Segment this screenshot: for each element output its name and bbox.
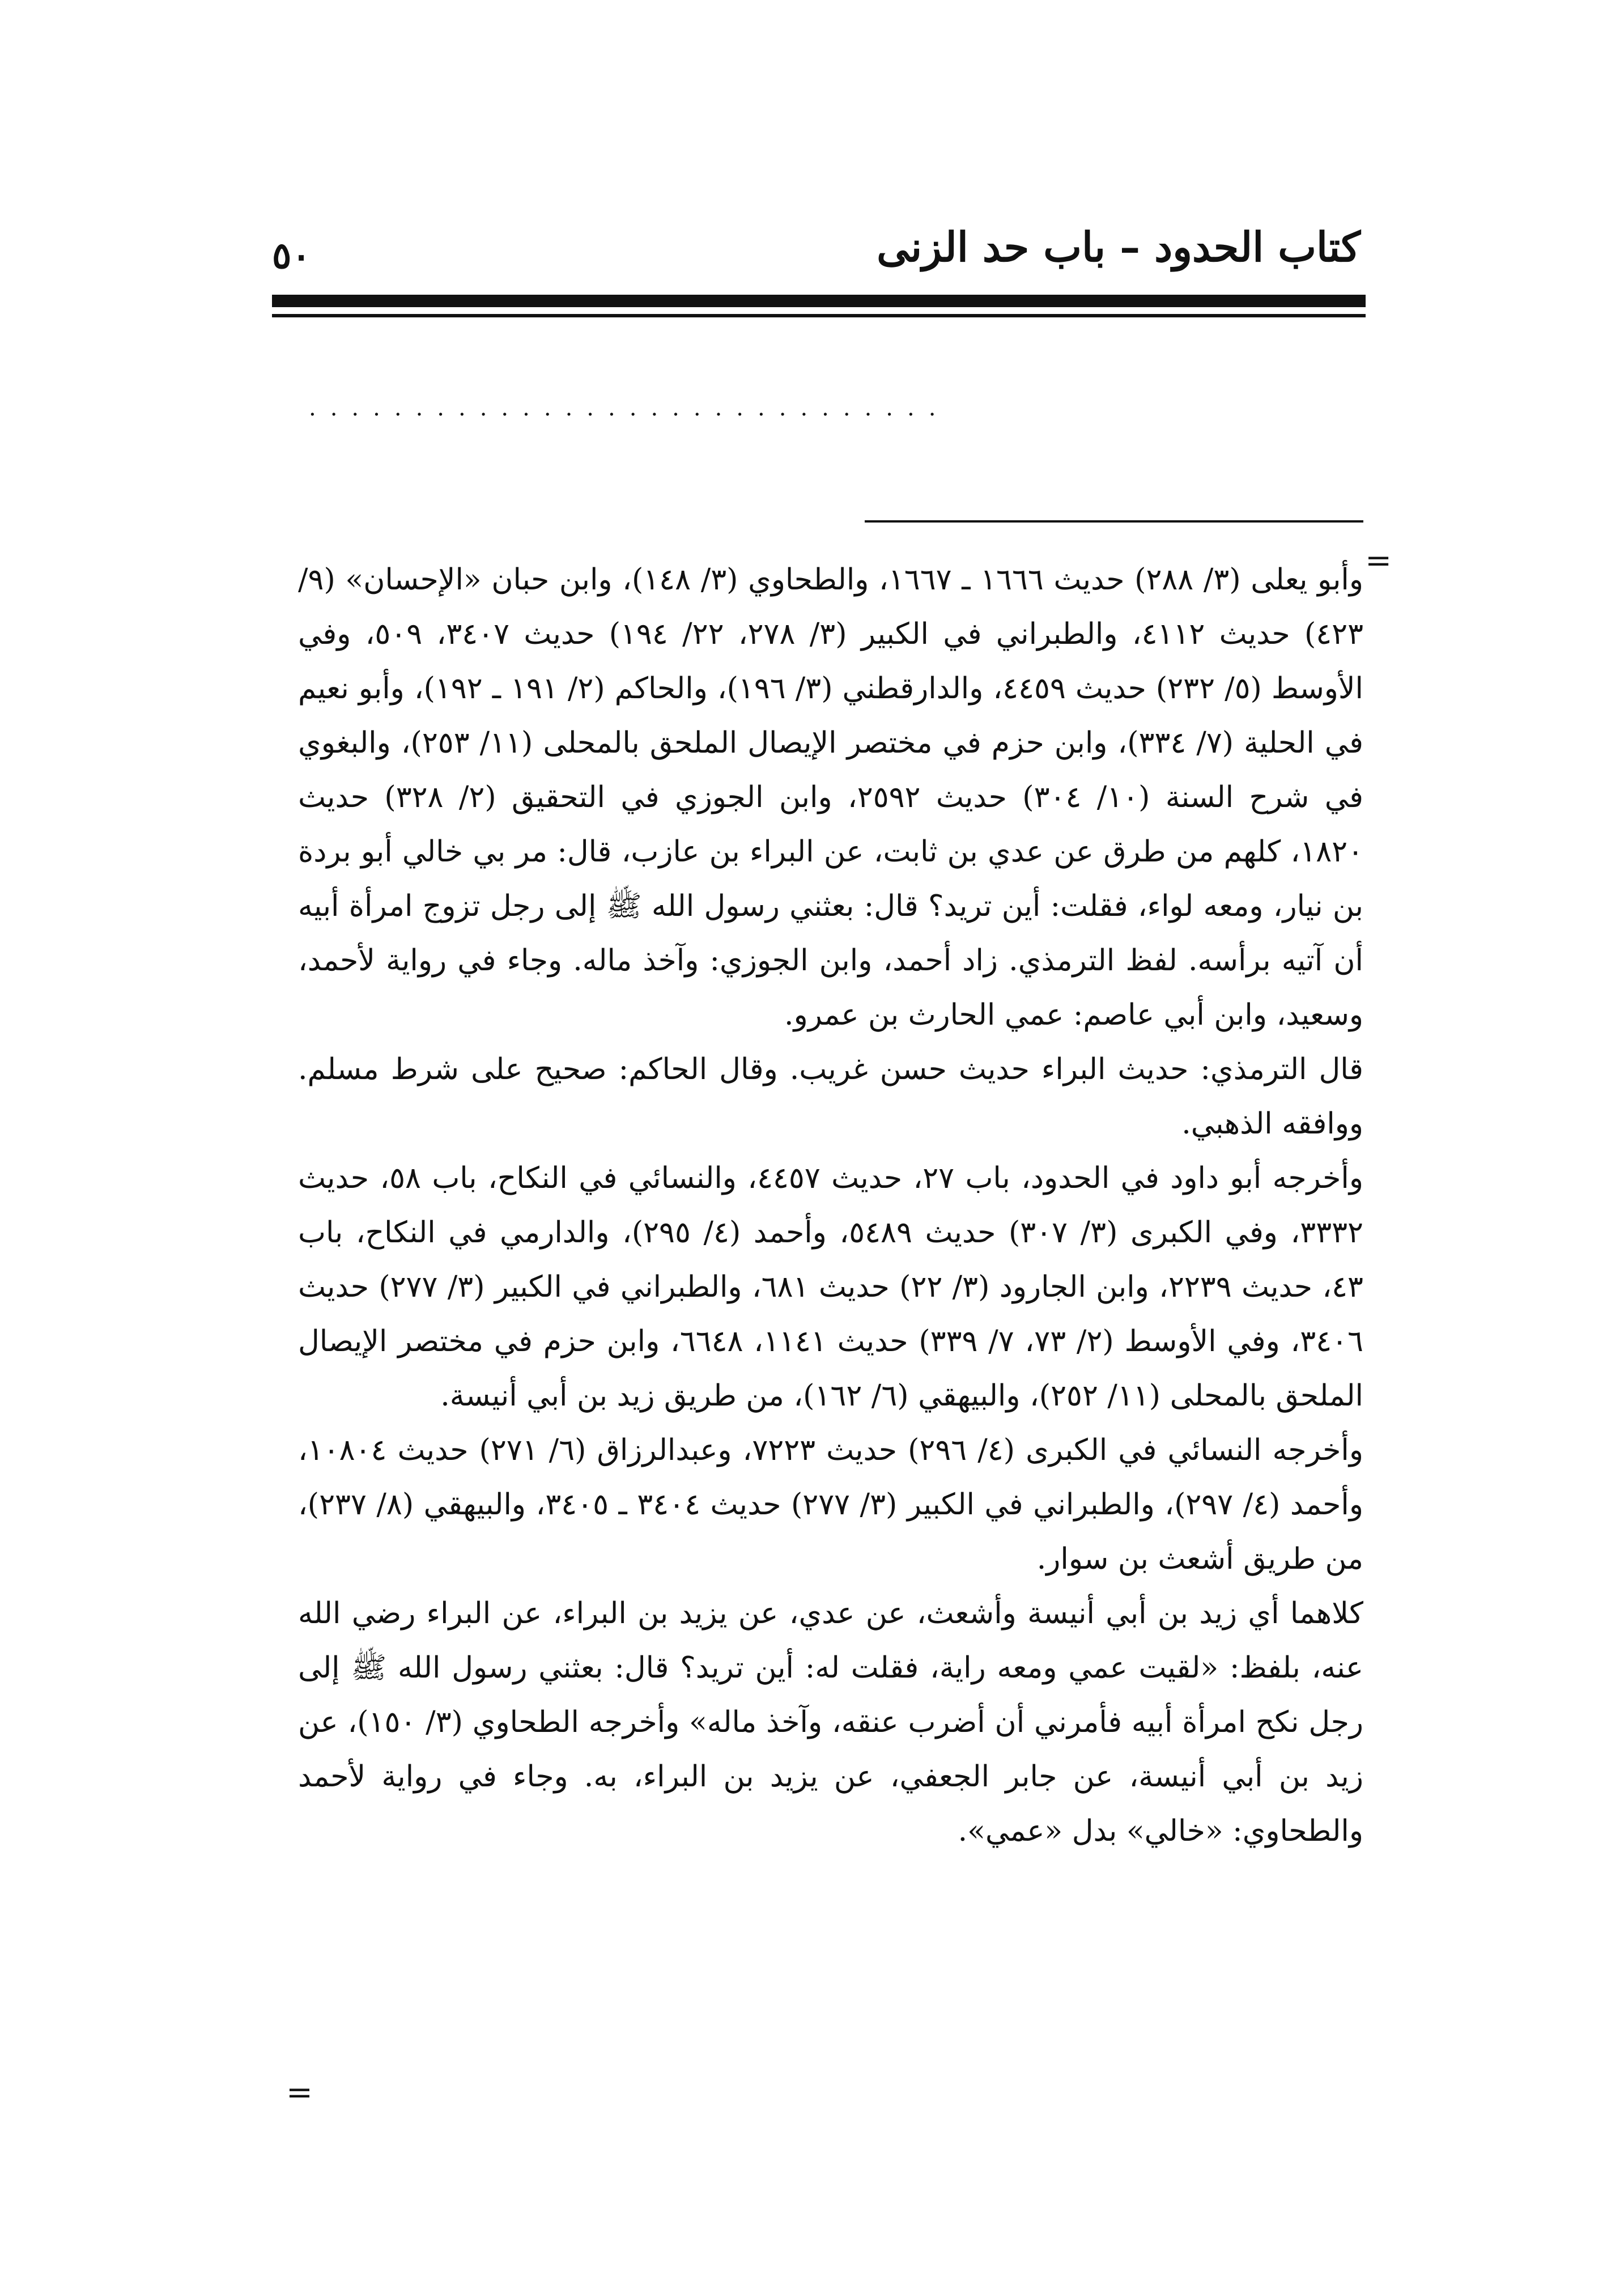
footnote-separator [865, 520, 1363, 523]
page-number: ٥٠ [272, 235, 311, 277]
footnote-continuation-mark-start: = [1365, 542, 1392, 579]
header-rule-thin [272, 314, 1366, 317]
running-title: كتاب الحدود – باب حد الزنى [877, 223, 1361, 271]
footnote-continuation-mark-end: = [286, 2074, 313, 2111]
footnote-paragraph: وأخرجه النسائي في الكبرى (٤/ ٢٩٦) حديث ٧٢٢٣، وعبدالرزاق (٦/ ٢٧١) حديث ١٠٨٠٤، وأحمد (٤/ ٢٩٧)، والطبراني في الكبير (٣/ ٢٧٧) حديث ٣٤٠٤ ـ ٣٤٠٥، والبيهقي (٨/ ٢٣٧)، من طريق أشعث بن سوار. [298, 1433, 1363, 1576]
footnote-body [298, 553, 1363, 2105]
footnote-paragraph: قال الترمذي: حديث البراء حديث حسن غريب. وقال الحاكم: صحيح على شرط مسلم. ووافقه الذهبي. [298, 1052, 1363, 1141]
footnote-paragraph: وأبو يعلى (٣/ ٢٨٨) حديث ١٦٦٦ ـ ١٦٦٧، والطحاوي (٣/ ١٤٨)، وابن حبان «الإحسان» (٩/ ٤٢٣) حديث ٤١١٢، والطبراني في الكبير (٣/ ٢٧٨، ٢٢/ ١٩٤) حديث ٣٤٠٧، ٥٠٩، وفي الأوسط (٥/ ٢٣٢) حديث ٤٤٥٩، والدارقطني (٣/ ١٩٦)، والحاكم (٢/ ١٩١ ـ ١٩٢)، وأبو نعيم في الحلية (٧/ ٣٣٤)، وابن حزم في مختصر الإيصال الملحق بالمحلى (١١/ ٢٥٣)، والبغوي في شرح السنة (١٠/ ٣٠٤) حديث ٢٥٩٢، وابن الجوزي في التحقيق (٢/ ٣٢٨) حديث ١٨٢٠، كلهم من طرق عن عدي بن ثابت، عن البراء بن عازب، قال: مر بي خالي أبو بردة بن نيار، ومعه لواء، فقلت: أين تريد؟ قال: بعثني رسول الله ﷺ إلى رجل تزوج امرأة أبيه أن آتيه برأسه. لفظ الترمذي. زاد أحمد، وابن الجوزي: وآخذ ماله. وجاء في رواية لأحمد، وسعيد، وابن أبي عاصم: عمي الحارث بن عمرو. [298, 563, 1363, 1032]
main-text-ellipsis: .............................. [309, 397, 950, 419]
header-rule-thick [272, 295, 1366, 307]
footnote-paragraph: كلاهما أي زيد بن أبي أنيسة وأشعث، عن عدي، عن يزيد بن البراء، عن البراء رضي الله عنه، بلفظ: «لقيت عمي ومعه راية، فقلت له: أين تريد؟ قال: بعثني رسول الله ﷺ إلى رجل نكح امرأة أبيه فأمرني أن أضرب عنقه، وآخذ ماله» وأخرجه الطحاوي (٣/ ١٥٠)، عن زيد بن أبي أنيسة، عن جابر الجعفي، عن يزيد بن البراء، به. وجاء في رواية لأحمد والطحاوي: «خالي» بدل «عمي». [298, 1596, 1363, 1848]
footnote-paragraph: وأخرجه أبو داود في الحدود، باب ٢٧، حديث ٤٤٥٧، والنسائي في النكاح، باب ٥٨، حديث ٣٣٣٢، وفي الكبرى (٣/ ٣٠٧) حديث ٥٤٨٩، وأحمد (٤/ ٢٩٥)، والدارمي في النكاح، باب ٤٣، حديث ٢٢٣٩، وابن الجارود (٣/ ٢٢) حديث ٦٨١، والطبراني في الكبير (٣/ ٢٧٧) حديث ٣٤٠٦، وفي الأوسط (٢/ ٧٣، ٧/ ٣٣٩) حديث ١١٤١، ٦٦٤٨، وابن حزم في مختصر الإيصال الملحق بالمحلى (١١/ ٢٥٢)، والبيهقي (٦/ ١٦٢)، من طريق زيد بن أبي أنيسة. [298, 1161, 1363, 1413]
